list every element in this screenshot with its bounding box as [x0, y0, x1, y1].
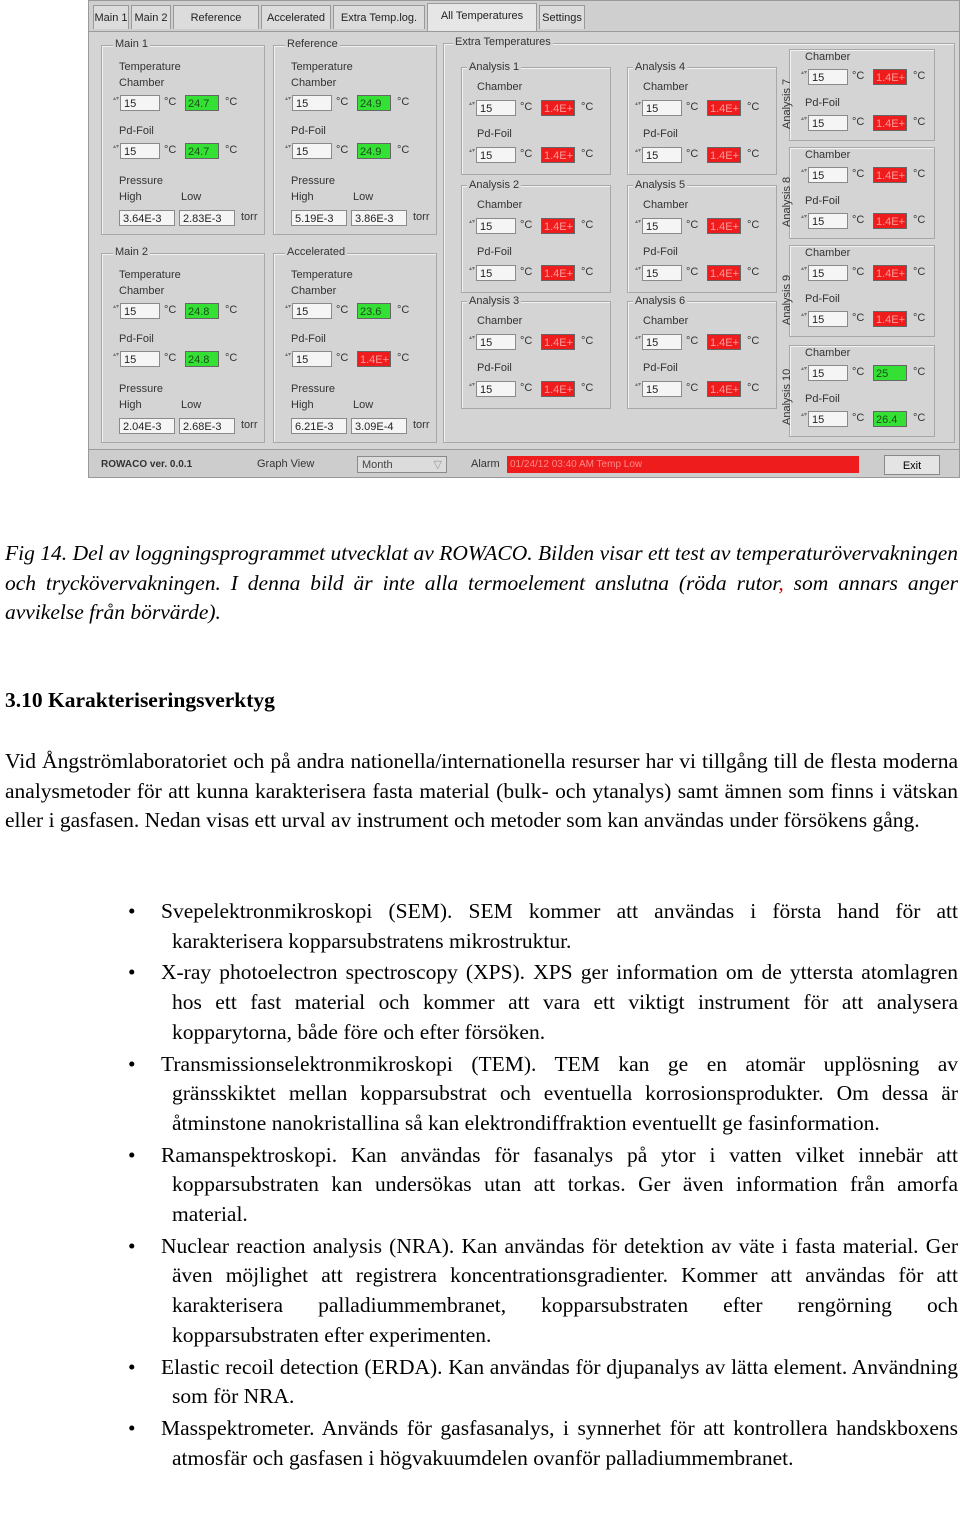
analysis-10-pd-foil-setpoint-field[interactable]: 15 [808, 411, 848, 427]
analysis-8-pd-foil-unit-label: °C [852, 214, 865, 226]
analysis-9-pd-foil-setpoint-field[interactable]: 15 [808, 311, 848, 327]
analysis-7-pd-foil-unit-label: °C [852, 116, 865, 128]
reference-group [273, 45, 437, 235]
figure-caption [5, 539, 958, 628]
accelerated-torr-label: torr [413, 419, 430, 431]
analysis-6-title: Analysis 6 [635, 295, 686, 307]
accelerated-pd-foil-stepper-arrows[interactable]: ▴▾ [285, 352, 292, 358]
main-1-group [101, 45, 265, 235]
main-1-group-title: Main 1 [115, 38, 149, 50]
analysis-6-chamber-label: Chamber [643, 315, 689, 327]
caption-comma: , [778, 570, 784, 595]
main-2-pressure-low-field: 2.68E-3 [179, 418, 235, 434]
analysis-6-pd-foil-stepper-arrows[interactable]: ▴▾ [635, 382, 642, 388]
alarm-message: 01/24/12 03:40 AM Temp Low [507, 456, 859, 473]
reference-pd-foil-setpoint-field[interactable]: 15 [292, 143, 332, 159]
accelerated-chamber-value-indicator: 23.6 [357, 303, 391, 319]
reference-pressure-label: Pressure [291, 175, 336, 187]
main-2-pd-foil-unit-label-2: °C [225, 352, 238, 364]
analysis-5-pd-foil-stepper-arrows[interactable]: ▴▾ [635, 266, 642, 272]
analysis-2-pd-foil-setpoint-field[interactable]: 15 [476, 265, 516, 281]
analysis-5-chamber-unit-label-2: °C [747, 219, 760, 231]
analysis-7-chamber-value-indicator: 1.4E+ [873, 69, 907, 85]
analysis-2-pd-foil-stepper-arrows[interactable]: ▴▾ [469, 266, 476, 272]
accelerated-pd-foil-label: Pd-Foil [291, 333, 326, 345]
analysis-10-title: Analysis 10 [781, 368, 793, 425]
reference-pd-foil-value-indicator: 24.9 [357, 143, 391, 159]
analysis-3-chamber-label: Chamber [477, 315, 523, 327]
accelerated-pressure-label: Pressure [291, 383, 336, 395]
tab-accelerated[interactable]: Accelerated [261, 5, 331, 29]
analysis-1-pd-foil-unit-label: °C [520, 148, 533, 160]
analysis-9-pd-foil-unit-label-2: °C [913, 312, 926, 324]
reference-pd-foil-unit-label: °C [336, 144, 349, 156]
analysis-7-pd-foil-setpoint-field[interactable]: 15 [808, 115, 848, 131]
reference-pd-foil-stepper-arrows[interactable]: ▴▾ [285, 144, 292, 150]
analysis-8-pd-foil-stepper-arrows[interactable]: ▴▾ [801, 214, 808, 220]
main-1-pressure-high-field: 3.64E-3 [119, 210, 175, 226]
analysis-1-pd-foil-unit-label-2: °C [581, 148, 594, 160]
analysis-4-pd-foil-unit-label: °C [686, 148, 699, 160]
analysis-10-chamber-unit-label: °C [852, 366, 865, 378]
analysis-8-pd-foil-label: Pd-Foil [805, 195, 840, 207]
caption-text-end: som annars anger avvikelse från börvärde). [5, 570, 958, 625]
analysis-2-chamber-unit-label-2: °C [581, 219, 594, 231]
main-1-chamber-value-indicator: 24.7 [185, 95, 219, 111]
analysis-8-chamber-label: Chamber [805, 149, 851, 161]
main-2-pd-foil-stepper-arrows[interactable]: ▴▾ [113, 352, 120, 358]
analysis-6-chamber-value-indicator: 1.4E+ [707, 334, 741, 350]
analysis-7-pd-foil-unit-label-2: °C [913, 116, 926, 128]
analysis-6-chamber-unit-label: °C [686, 335, 699, 347]
reference-chamber-setpoint-field[interactable]: 15 [292, 95, 332, 111]
main-1-pd-foil-setpoint-field[interactable]: 15 [120, 143, 160, 159]
status-bar [89, 449, 959, 478]
analysis-9-chamber-unit-label: °C [852, 266, 865, 278]
analysis-5-pd-foil-unit-label: °C [686, 266, 699, 278]
reference-chamber-stepper-arrows[interactable]: ▴▾ [285, 96, 292, 102]
list-item [0, 897, 960, 956]
analysis-7-pd-foil-label: Pd-Foil [805, 97, 840, 109]
analysis-8-chamber-stepper-arrows[interactable]: ▴▾ [801, 168, 808, 174]
reference-pressure-low-field: 3.86E-3 [351, 210, 407, 226]
reference-pd-foil-label: Pd-Foil [291, 125, 326, 137]
reference-temperature-label: Temperature [291, 61, 353, 73]
analysis-5-title: Analysis 5 [635, 179, 686, 191]
analysis-6-pd-foil-value-indicator: 1.4E+ [707, 381, 741, 397]
analysis-4-pd-foil-value-indicator: 1.4E+ [707, 147, 741, 163]
analysis-1-chamber-value-indicator: 1.4E+ [541, 100, 575, 116]
version-label: ROWACO ver. 0.0.1 [101, 459, 193, 470]
accelerated-pd-foil-unit-label-2: °C [397, 352, 410, 364]
list-item [0, 1050, 960, 1139]
main-1-chamber-label: Chamber [119, 77, 165, 89]
analysis-4-title: Analysis 4 [635, 61, 686, 73]
main-2-torr-label: torr [241, 419, 258, 431]
analysis-1-chamber-stepper-arrows[interactable]: ▴▾ [469, 101, 476, 107]
main-2-high-label: High [119, 399, 142, 411]
analysis-5-pd-foil-label: Pd-Foil [643, 246, 678, 258]
intro-paragraph: Vid Ångströmlaboratoriet och på andra nationella/internationella resurser har vi tillgång till de flesta moderna analysmetoder för att kunna karakterisera fasta material (bulk- och ytanalys) samt ämnen som finns i vätskan eller i gasfasen. Nedan visas ett urval av instrument och metoder som kan användas under försökens gång. [5, 749, 958, 833]
main-2-low-label: Low [181, 399, 202, 411]
tab-main-1[interactable]: Main 1 [93, 5, 129, 29]
rowaco-screenshot [88, 0, 960, 478]
main-1-pressure-low-field: 2.83E-3 [179, 210, 235, 226]
analysis-9-title: Analysis 9 [781, 274, 793, 325]
main-2-temperature-label: Temperature [119, 269, 181, 281]
analysis-7-title: Analysis 7 [781, 78, 793, 129]
analysis-3-pd-foil-value-indicator: 1.4E+ [541, 381, 575, 397]
accelerated-group [273, 253, 437, 443]
analysis-3-chamber-stepper-arrows[interactable]: ▴▾ [469, 335, 476, 341]
analysis-5-pd-foil-value-indicator: 1.4E+ [707, 265, 741, 281]
reference-chamber-value-indicator: 24.9 [357, 95, 391, 111]
chevron-down-icon: ▽ [433, 459, 442, 471]
main-1-low-label: Low [181, 191, 202, 203]
tab-bar [89, 1, 959, 32]
accelerated-pressure-high-field: 6.21E-3 [291, 418, 347, 434]
analysis-6-chamber-unit-label-2: °C [747, 335, 760, 347]
reference-group-title: Reference [287, 38, 338, 50]
list-item [0, 958, 960, 1047]
exit-button[interactable]: Exit [884, 455, 940, 475]
analysis-2-chamber-label: Chamber [477, 199, 523, 211]
accelerated-pressure-low-field: 3.09E-4 [351, 418, 407, 434]
analysis-6-pd-foil-unit-label: °C [686, 382, 699, 394]
analysis-4-pd-foil-label: Pd-Foil [643, 128, 678, 140]
main-2-chamber-value-indicator: 24.8 [185, 303, 219, 319]
main-1-pd-foil-value-indicator: 24.7 [185, 143, 219, 159]
analysis-1-pd-foil-stepper-arrows[interactable]: ▴▾ [469, 148, 476, 154]
tab-reference[interactable]: Reference [173, 5, 259, 29]
analysis-1-chamber-unit-label: °C [520, 101, 533, 113]
analysis-8-pd-foil-value-indicator: 1.4E+ [873, 213, 907, 229]
analysis-10-chamber-unit-label-2: °C [913, 366, 926, 378]
analysis-9-pd-foil-label: Pd-Foil [805, 293, 840, 305]
analysis-3-chamber-setpoint-field[interactable]: 15 [476, 334, 516, 350]
reference-chamber-label: Chamber [291, 77, 337, 89]
analysis-10-pd-foil-unit-label-2: °C [913, 412, 926, 424]
accelerated-pd-foil-value-indicator: 1.4E+ [357, 351, 391, 367]
analysis-7-chamber-unit-label-2: °C [913, 70, 926, 82]
bullet-icon: • [128, 1051, 136, 1076]
main-1-torr-label: torr [241, 211, 258, 223]
list-item-text: Elastic recoil detection (ERDA). Kan användas för djupanalys av lätta element. Användning som för NRA. [161, 1354, 958, 1409]
list-item-text: Nuclear reaction analysis (NRA). Kan användas för detektion av väte i fasta material. Ger även möjlighet att registrera koncentrationsgradienter. Kommer att användas för att karakterisera palladiummembranet, kopparsubstraten efter rengörning och kopparsubstraten efter experimenten. [161, 1233, 958, 1347]
reference-high-label: High [291, 191, 314, 203]
list-item-text: Transmissionselektronmikroskopi (TEM). TEM kan ge en atomär upplösning av gränsskiktet mellan kopparsubstrat och eventuella korrosionsprodukter. Om dessa är åtminstone nanokristallina så kan elektrondiffraktion eventuellt ge fasinformation. [161, 1051, 958, 1135]
tab-extra-temp-log[interactable]: Extra Temp.log. [333, 5, 425, 29]
analysis-2-chamber-stepper-arrows[interactable]: ▴▾ [469, 219, 476, 225]
main-2-pd-foil-unit-label: °C [164, 352, 177, 364]
main-1-pd-foil-label: Pd-Foil [119, 125, 154, 137]
bullet-icon: • [128, 1354, 136, 1379]
reference-chamber-unit-label-2: °C [397, 96, 410, 108]
reference-pressure-high-field: 5.19E-3 [291, 210, 347, 226]
list-item [0, 1353, 960, 1412]
analysis-3-pd-foil-setpoint-field[interactable]: 15 [476, 381, 516, 397]
analysis-6-pd-foil-setpoint-field[interactable]: 15 [642, 381, 682, 397]
analysis-9-pd-foil-stepper-arrows[interactable]: ▴▾ [801, 312, 808, 318]
analysis-9-chamber-label: Chamber [805, 247, 851, 259]
main-2-pressure-high-field: 2.04E-3 [119, 418, 175, 434]
main-1-chamber-stepper-arrows[interactable]: ▴▾ [113, 96, 120, 102]
analysis-6-chamber-setpoint-field[interactable]: 15 [642, 334, 682, 350]
analysis-6-pd-foil-label: Pd-Foil [643, 362, 678, 374]
analysis-5-chamber-stepper-arrows[interactable]: ▴▾ [635, 219, 642, 225]
analysis-2-chamber-unit-label: °C [520, 219, 533, 231]
list-item-text: X-ray photoelectron spectroscopy (XPS). XPS ger information om de yttersta atomlagren hos ett fast material och kommer att vara ett viktigt instrument för att analysera kopparytorna, både före och efter försöken. [161, 960, 958, 1044]
analysis-3-pd-foil-stepper-arrows[interactable]: ▴▾ [469, 382, 476, 388]
list-item [0, 1414, 960, 1473]
main-2-group-title: Main 2 [115, 246, 149, 258]
accelerated-temperature-label: Temperature [291, 269, 353, 281]
list-item [0, 1232, 960, 1351]
main-2-pressure-label: Pressure [119, 383, 164, 395]
analysis-5-chamber-value-indicator: 1.4E+ [707, 218, 741, 234]
list-item [0, 1141, 960, 1230]
analysis-8-title: Analysis 8 [781, 176, 793, 227]
analysis-2-chamber-setpoint-field[interactable]: 15 [476, 218, 516, 234]
analysis-2-pd-foil-unit-label: °C [520, 266, 533, 278]
accelerated-chamber-label: Chamber [291, 285, 337, 297]
analysis-10-pd-foil-stepper-arrows[interactable]: ▴▾ [801, 412, 808, 418]
bullet-icon: • [128, 960, 136, 985]
analysis-4-pd-foil-setpoint-field[interactable]: 15 [642, 147, 682, 163]
accelerated-pd-foil-setpoint-field[interactable]: 15 [292, 351, 332, 367]
main-1-pd-foil-stepper-arrows[interactable]: ▴▾ [113, 144, 120, 150]
analysis-7-chamber-setpoint-field[interactable]: 15 [808, 69, 848, 85]
main-2-group [101, 253, 265, 443]
analysis-10-pd-foil-value-indicator: 26.4 [873, 411, 907, 427]
accelerated-high-label: High [291, 399, 314, 411]
analysis-9-chamber-setpoint-field[interactable]: 15 [808, 265, 848, 281]
analysis-7-chamber-unit-label: °C [852, 70, 865, 82]
analysis-1-title: Analysis 1 [469, 61, 520, 73]
analysis-9-chamber-unit-label-2: °C [913, 266, 926, 278]
month-select-value: Month [362, 459, 393, 471]
analysis-10-chamber-setpoint-field[interactable]: 15 [808, 365, 848, 381]
graph-view-label: Graph View [257, 458, 315, 470]
analysis-3-chamber-unit-label: °C [520, 335, 533, 347]
analysis-8-pd-foil-setpoint-field[interactable]: 15 [808, 213, 848, 229]
main-2-pd-foil-label: Pd-Foil [119, 333, 154, 345]
analysis-9-chamber-stepper-arrows[interactable]: ▴▾ [801, 266, 808, 272]
analysis-5-chamber-unit-label: °C [686, 219, 699, 231]
main-1-pd-foil-unit-label: °C [164, 144, 177, 156]
reference-pd-foil-unit-label-2: °C [397, 144, 410, 156]
analysis-5-chamber-label: Chamber [643, 199, 689, 211]
analysis-4-chamber-unit-label: °C [686, 101, 699, 113]
analysis-10-chamber-value-indicator: 25 [873, 365, 907, 381]
main-1-chamber-setpoint-field[interactable]: 15 [120, 95, 160, 111]
bullet-icon: • [128, 1142, 136, 1167]
main-2-chamber-label: Chamber [119, 285, 165, 297]
main-1-temperature-label: Temperature [119, 61, 181, 73]
analysis-2-pd-foil-unit-label-2: °C [581, 266, 594, 278]
analysis-9-pd-foil-unit-label: °C [852, 312, 865, 324]
analysis-1-pd-foil-label: Pd-Foil [477, 128, 512, 140]
analysis-9-pd-foil-value-indicator: 1.4E+ [873, 311, 907, 327]
analysis-4-chamber-setpoint-field[interactable]: 15 [642, 100, 682, 116]
main-2-chamber-unit-label: °C [164, 304, 177, 316]
analysis-10-chamber-label: Chamber [805, 347, 851, 359]
analysis-7-chamber-stepper-arrows[interactable]: ▴▾ [801, 70, 808, 76]
analysis-1-chamber-label: Chamber [477, 81, 523, 93]
analysis-2-pd-foil-label: Pd-Foil [477, 246, 512, 258]
analysis-3-chamber-value-indicator: 1.4E+ [541, 334, 575, 350]
main-2-chamber-unit-label-2: °C [225, 304, 238, 316]
main-1-pressure-label: Pressure [119, 175, 164, 187]
analysis-7-pd-foil-stepper-arrows[interactable]: ▴▾ [801, 116, 808, 122]
analysis-7-chamber-label: Chamber [805, 51, 851, 63]
accelerated-pd-foil-unit-label: °C [336, 352, 349, 364]
list-item-text: Ramanspektroskopi. Kan användas för fasanalys på ytor i vatten vilket innebär att kopparsubstraten kan undersökas utan att torkas. Ger även information från amorfa material. [161, 1142, 958, 1227]
analysis-1-chamber-unit-label-2: °C [581, 101, 594, 113]
analysis-8-pd-foil-unit-label-2: °C [913, 214, 926, 226]
analysis-5-chamber-setpoint-field[interactable]: 15 [642, 218, 682, 234]
accelerated-chamber-unit-label: °C [336, 304, 349, 316]
accelerated-chamber-setpoint-field[interactable]: 15 [292, 303, 332, 319]
tab-settings[interactable]: Settings [539, 5, 585, 29]
bullet-icon: • [128, 1233, 136, 1258]
section-heading: 3.10 Karakteriseringsverktyg [5, 688, 275, 712]
method-list [0, 897, 960, 1475]
main-2-chamber-setpoint-field[interactable]: 15 [120, 303, 160, 319]
analysis-9-chamber-value-indicator: 1.4E+ [873, 265, 907, 281]
analysis-4-chamber-value-indicator: 1.4E+ [707, 100, 741, 116]
caption-text: Fig 14. Del av loggningsprogrammet utvecklat av ROWACO. Bilden visar ett test av temperaturövervakningen och tryckövervakningen. I denna bild är inte alla termoelement anslutna (röda rutor [5, 541, 958, 595]
analysis-4-pd-foil-stepper-arrows[interactable]: ▴▾ [635, 148, 642, 154]
main-2-chamber-stepper-arrows[interactable]: ▴▾ [113, 304, 120, 310]
analysis-7-pd-foil-value-indicator: 1.4E+ [873, 115, 907, 131]
list-item-text: Svepelektronmikroskopi (SEM). SEM kommer att användas i första hand för att karakterisera kopparsubstratens mikrostruktur. [161, 899, 958, 953]
reference-torr-label: torr [413, 211, 430, 223]
analysis-10-chamber-stepper-arrows[interactable]: ▴▾ [801, 366, 808, 372]
analysis-2-pd-foil-value-indicator: 1.4E+ [541, 265, 575, 281]
analysis-8-chamber-setpoint-field[interactable]: 15 [808, 167, 848, 183]
accelerated-chamber-unit-label-2: °C [397, 304, 410, 316]
analysis-4-chamber-stepper-arrows[interactable]: ▴▾ [635, 101, 642, 107]
main-2-pd-foil-setpoint-field[interactable]: 15 [120, 351, 160, 367]
analysis-4-pd-foil-unit-label-2: °C [747, 148, 760, 160]
analysis-3-pd-foil-label: Pd-Foil [477, 362, 512, 374]
accelerated-chamber-stepper-arrows[interactable]: ▴▾ [285, 304, 292, 310]
analysis-3-pd-foil-unit-label-2: °C [581, 382, 594, 394]
analysis-1-pd-foil-setpoint-field[interactable]: 15 [476, 147, 516, 163]
analysis-8-chamber-unit-label-2: °C [913, 168, 926, 180]
analysis-10-pd-foil-unit-label: °C [852, 412, 865, 424]
analysis-6-chamber-stepper-arrows[interactable]: ▴▾ [635, 335, 642, 341]
analysis-4-chamber-unit-label-2: °C [747, 101, 760, 113]
analysis-3-chamber-unit-label-2: °C [581, 335, 594, 347]
reference-chamber-unit-label: °C [336, 96, 349, 108]
analysis-3-title: Analysis 3 [469, 295, 520, 307]
main-1-chamber-unit-label-2: °C [225, 96, 238, 108]
month-select[interactable] [357, 456, 447, 473]
analysis-1-pd-foil-value-indicator: 1.4E+ [541, 147, 575, 163]
main-1-high-label: High [119, 191, 142, 203]
tab-all-temperatures[interactable]: All Temperatures [427, 3, 537, 31]
analysis-1-chamber-setpoint-field[interactable]: 15 [476, 100, 516, 116]
analysis-5-pd-foil-setpoint-field[interactable]: 15 [642, 265, 682, 281]
analysis-5-pd-foil-unit-label-2: °C [747, 266, 760, 278]
reference-low-label: Low [353, 191, 374, 203]
alarm-label: Alarm [471, 458, 500, 470]
accelerated-group-title: Accelerated [287, 246, 346, 258]
accelerated-low-label: Low [353, 399, 374, 411]
main-2-pd-foil-value-indicator: 24.8 [185, 351, 219, 367]
analysis-8-chamber-value-indicator: 1.4E+ [873, 167, 907, 183]
list-item-text: Masspektrometer. Används för gasfasanalys, i synnerhet för att kontrollera handskboxens atmosfär och gasfasen i högvakuumdelen ovanför palladiummembranet. [161, 1415, 958, 1470]
analysis-6-pd-foil-unit-label-2: °C [747, 382, 760, 394]
extra-temperatures-title: Extra Temperatures [455, 36, 551, 48]
analysis-8-chamber-unit-label: °C [852, 168, 865, 180]
main-1-pd-foil-unit-label-2: °C [225, 144, 238, 156]
analysis-4-chamber-label: Chamber [643, 81, 689, 93]
bullet-icon: • [128, 1415, 136, 1440]
bullet-icon: • [128, 899, 136, 923]
tab-main-2[interactable]: Main 2 [131, 5, 171, 29]
main-1-chamber-unit-label: °C [164, 96, 177, 108]
analysis-2-chamber-value-indicator: 1.4E+ [541, 218, 575, 234]
analysis-2-title: Analysis 2 [469, 179, 520, 191]
analysis-10-pd-foil-label: Pd-Foil [805, 393, 840, 405]
analysis-3-pd-foil-unit-label: °C [520, 382, 533, 394]
